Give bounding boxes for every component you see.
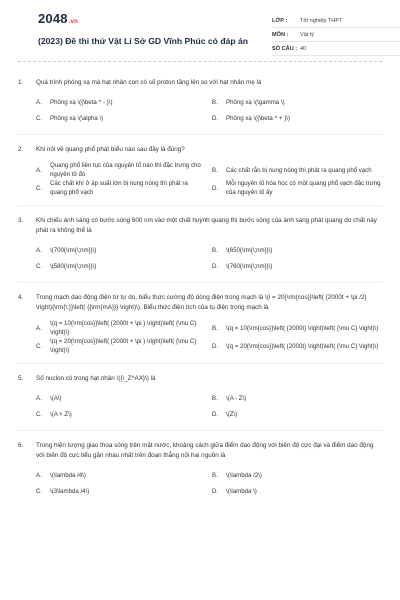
answer-options xyxy=(36,467,382,499)
option-label: A. xyxy=(36,394,42,402)
option-label: C. xyxy=(36,487,43,495)
option-label: B. xyxy=(212,98,218,106)
option-d[interactable] xyxy=(212,179,382,197)
question-number: 6. xyxy=(18,442,24,449)
question-divider xyxy=(18,430,382,431)
logo-text: 2048 xyxy=(38,11,68,26)
site-logo[interactable] xyxy=(38,11,78,26)
meta-row-subject xyxy=(272,28,400,42)
option-label: B. xyxy=(212,394,218,402)
logo-domain: .vn xyxy=(68,19,79,25)
question-1 xyxy=(18,78,382,126)
meta-value: Tốt nghiệp THPT xyxy=(300,17,343,24)
question-6 xyxy=(18,441,382,499)
meta-value: Vật lý xyxy=(300,31,314,38)
option-label: C. xyxy=(36,262,43,270)
option-a[interactable] xyxy=(36,242,206,258)
option-b[interactable] xyxy=(212,390,382,406)
option-label: C. xyxy=(36,184,43,192)
option-label: A. xyxy=(36,98,42,106)
question-text: Trong mạch dao động điện từ tự do, biểu thức cường độ dòng điện trong mạch là \(i = 20{\rm{cos}}\left( {2000t + \pi /2} \right){\rm{\;}}\left( {{\rm{mA}}} \right)\). Biểu thức điện tích của tụ điện trong mạch là xyxy=(36,294,367,311)
question-number: 4. xyxy=(18,294,24,301)
option-label: C. xyxy=(36,410,43,418)
question-divider xyxy=(18,134,382,135)
question-divider xyxy=(18,363,382,364)
option-text: \(\lambda /4\) xyxy=(50,471,86,479)
option-d[interactable] xyxy=(212,337,382,355)
option-b[interactable] xyxy=(212,161,382,179)
answer-options xyxy=(36,94,382,126)
question-4 xyxy=(18,293,382,355)
option-text: \(q = 20{\rm{cos}}\left( {2000t} \right)\left( {\mu C} \right)\) xyxy=(226,342,379,350)
option-d[interactable] xyxy=(212,483,382,499)
option-label: A. xyxy=(36,324,42,332)
option-label: B. xyxy=(212,246,218,254)
meta-row-grade xyxy=(272,14,400,28)
question-3 xyxy=(18,216,382,274)
option-b[interactable] xyxy=(212,319,382,337)
option-c[interactable] xyxy=(36,179,206,197)
meta-row-count xyxy=(272,42,400,56)
option-text: \(A + Z\) xyxy=(50,410,72,418)
option-text: \(580{\rm{\;nm}}\) xyxy=(50,262,97,270)
option-a[interactable] xyxy=(36,319,206,337)
question-list xyxy=(18,78,382,499)
option-label: D. xyxy=(212,184,219,192)
option-label: D. xyxy=(212,262,219,270)
option-text: Quang phổ liên tục của nguyên tố nào thì đặc trưng cho nguyên tố đó xyxy=(50,162,201,178)
question-number: 5. xyxy=(18,375,24,382)
option-text: \(q = 10{\rm{cos}}\left( {2000t + \pi } \right)\left( {\mu C} \right)\) xyxy=(50,320,197,336)
option-c[interactable] xyxy=(36,258,206,274)
option-text: \(q = 20{\rm{cos}}\left( {2000t + \pi } \right)\left( {\mu C} \right)\) xyxy=(50,338,197,354)
option-d[interactable] xyxy=(212,110,382,126)
option-a[interactable] xyxy=(36,467,206,483)
option-c[interactable] xyxy=(36,110,206,126)
question-2 xyxy=(18,145,382,197)
option-label: A. xyxy=(36,166,42,174)
meta-label: MÔN : xyxy=(272,31,289,38)
option-text: Phóng xạ \(\alpha \) xyxy=(50,114,104,122)
exam-title: (2023) Đề thi thử Vật Lí Sở GD Vĩnh Phúc có đáp án xyxy=(38,36,249,46)
answer-options xyxy=(36,390,382,422)
page-header xyxy=(18,0,382,58)
answer-options xyxy=(36,161,382,197)
option-label: B. xyxy=(212,324,218,332)
question-number: 1. xyxy=(18,79,24,86)
option-text: \(650{\rm{\;nm}}\) xyxy=(226,246,273,254)
option-text: \(3\lambda /4\) xyxy=(50,487,90,495)
question-5 xyxy=(18,374,382,422)
option-c[interactable] xyxy=(36,406,206,422)
option-text: \(A\) xyxy=(50,394,62,402)
answer-options xyxy=(36,319,382,355)
meta-label: LỚP : xyxy=(272,17,288,24)
question-text: Khi chiếu ánh sáng có bước sóng 600 nm vào một chất huỳnh quang thì bước sóng của ánh sáng phát quang do chất này phát ra không thể là xyxy=(36,217,377,234)
option-text: \(Z\) xyxy=(226,410,238,418)
option-a[interactable] xyxy=(36,94,206,110)
question-divider xyxy=(18,282,382,283)
option-d[interactable] xyxy=(212,258,382,274)
option-text: Phóng xạ \(\gamma \) xyxy=(226,98,285,106)
question-number: 2. xyxy=(18,146,24,153)
option-label: D. xyxy=(212,114,219,122)
option-text: Phóng xạ \({\beta ^ + }\) xyxy=(226,114,291,122)
option-text: \(\lambda \) xyxy=(226,487,257,495)
option-label: B. xyxy=(212,471,218,479)
option-text: \(A - Z\) xyxy=(226,394,247,402)
question-text: Quá trình phóng xạ mà hạt nhân con có số proton tăng lên so với hạt nhân mẹ là xyxy=(36,79,262,86)
meta-label: SỐ CÂU : xyxy=(272,45,298,52)
exam-meta xyxy=(272,14,400,56)
option-text: \(q = 10{\rm{cos}}\left( {2000t} \right)\left( {\mu C} \right)\) xyxy=(226,324,379,332)
option-b[interactable] xyxy=(212,467,382,483)
header-divider xyxy=(18,61,382,62)
answer-options xyxy=(36,242,382,274)
option-label: A. xyxy=(36,471,42,479)
option-a[interactable] xyxy=(36,161,206,179)
option-text: Các chất khí ở áp suất lớn bị nung nóng thì phát ra quang phổ vạch xyxy=(50,180,188,196)
option-label: C. xyxy=(36,114,43,122)
option-label: D. xyxy=(212,410,219,418)
option-text: \(760{\rm{\;nm}}\) xyxy=(226,262,273,270)
question-number: 3. xyxy=(18,217,24,224)
option-label: C. xyxy=(36,342,43,350)
option-c[interactable] xyxy=(36,337,206,355)
option-c[interactable] xyxy=(36,483,206,499)
option-text: \(700{\rm{\;nm}}\) xyxy=(50,246,97,254)
question-text: Khi nói về quang phổ phát biểu nào sau đây là đúng? xyxy=(36,146,185,153)
question-divider xyxy=(18,205,382,206)
option-b[interactable] xyxy=(212,94,382,110)
question-text: Trong hiện tượng giao thoa sóng trên mặt nước, khoảng cách giữa điểm dao động với biên độ cực đại và điểm dao động với biên độ cực tiểu gần nhau nhất trên đoạn thẳng nối hai nguồn là xyxy=(36,442,374,459)
option-a[interactable] xyxy=(36,390,206,406)
option-label: A. xyxy=(36,246,42,254)
option-b[interactable] xyxy=(212,242,382,258)
meta-value: 40 xyxy=(300,45,307,52)
question-text: Số nuclon có trong hạt nhân \({\_Z^AX}\) là xyxy=(36,375,156,382)
option-label: D. xyxy=(212,342,219,350)
option-text: \(\lambda /2\) xyxy=(226,471,262,479)
option-text: Phóng xạ \({\beta ^ - }\) xyxy=(50,98,113,106)
option-text: Mỗi nguyên tố hóa học có một quang phổ vạch đặc trưng của nguyên tố ấy xyxy=(226,180,381,196)
option-d[interactable] xyxy=(212,406,382,422)
option-label: D. xyxy=(212,487,219,495)
option-text: Các chất rắn bị nung nóng thì phát ra quang phổ vạch xyxy=(226,166,372,174)
option-label: B. xyxy=(212,166,218,174)
